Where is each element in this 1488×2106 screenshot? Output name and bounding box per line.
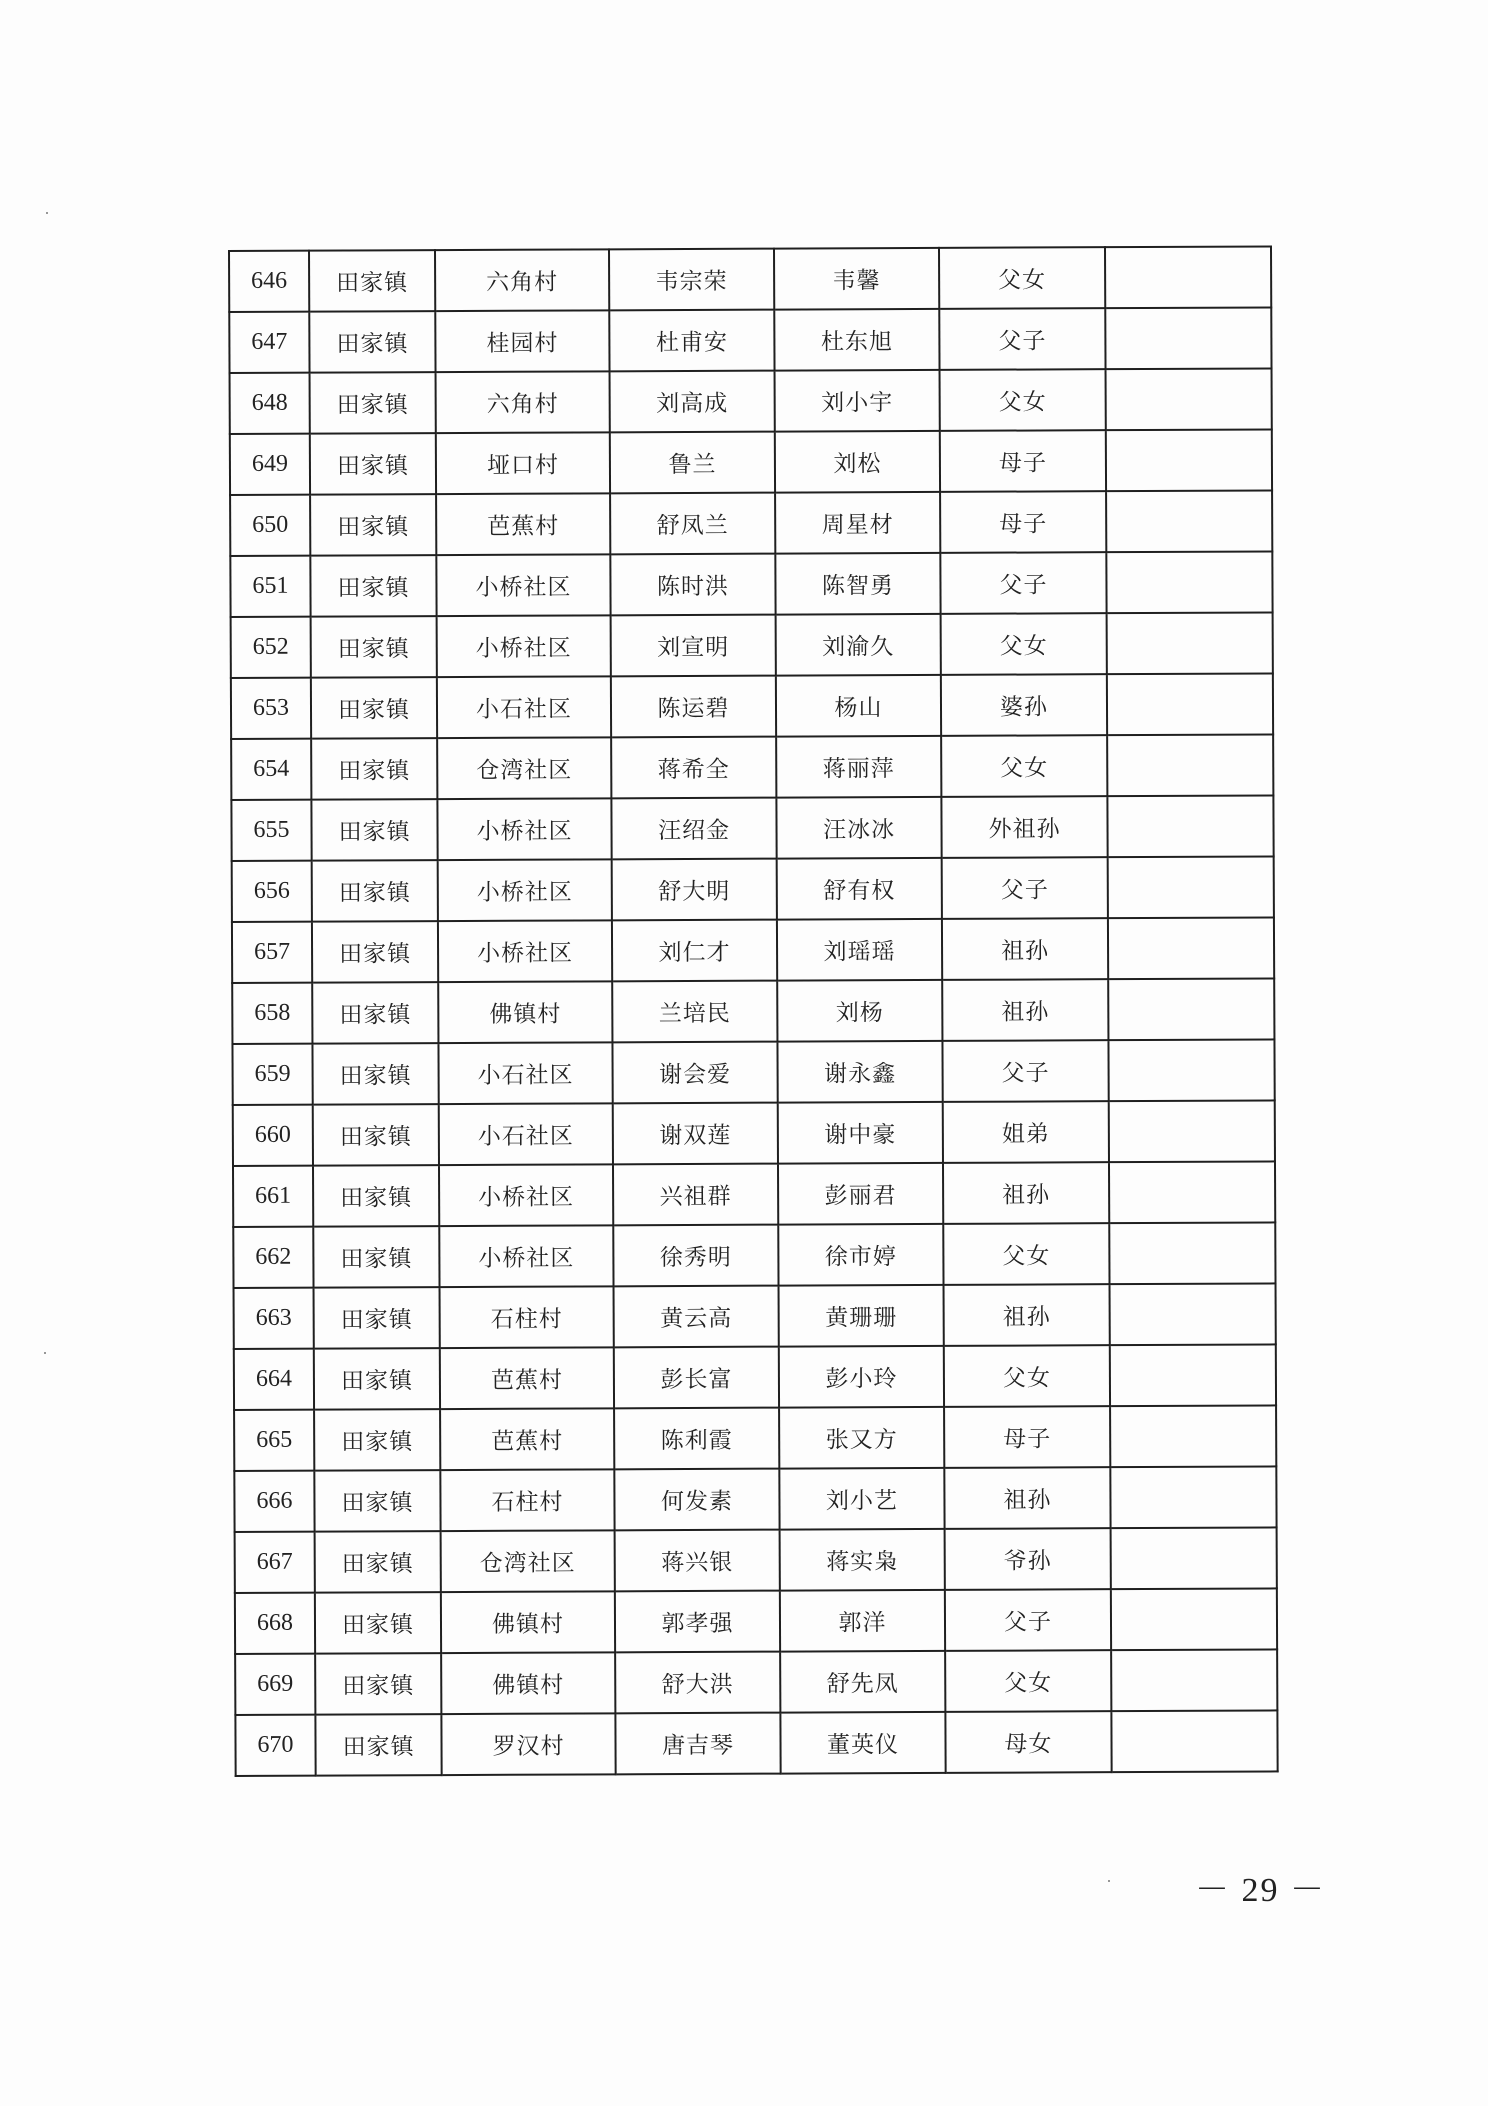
- cell-town: 田家镇: [315, 1714, 441, 1776]
- cell-note: [1105, 307, 1271, 369]
- table-row: [235, 1710, 1277, 1776]
- cell-name-b: 杜东旭: [774, 309, 939, 371]
- cell-no: 662: [233, 1227, 313, 1288]
- cell-name-a: 舒大洪: [615, 1652, 780, 1714]
- cell-name-a: 舒凤兰: [610, 493, 775, 555]
- cell-no: 651: [230, 556, 310, 617]
- cell-relation: 祖孙: [944, 1467, 1110, 1529]
- cell-village: 石柱村: [440, 1469, 614, 1531]
- cell-no: 659: [232, 1044, 312, 1105]
- cell-village: 仓湾社区: [437, 737, 611, 799]
- cell-town: 田家镇: [314, 1470, 440, 1532]
- cell-note: [1111, 1649, 1277, 1711]
- cell-relation: 祖孙: [944, 1284, 1110, 1346]
- table-row: [230, 368, 1272, 434]
- cell-no: 646: [229, 251, 309, 312]
- cell-name-b: 张又方: [779, 1407, 944, 1469]
- cell-name-a: 何发素: [614, 1469, 779, 1531]
- page-number: － 29 －: [1195, 1872, 1326, 1909]
- cell-village: 小桥社区: [436, 554, 610, 616]
- table-row: [231, 673, 1273, 739]
- cell-no: 656: [232, 861, 312, 922]
- cell-village: 小桥社区: [439, 1225, 613, 1287]
- cell-relation: 父女: [940, 369, 1106, 431]
- cell-village: 小石社区: [437, 676, 611, 738]
- cell-name-b: 舒先凤: [780, 1651, 945, 1713]
- cell-village: 小石社区: [438, 1042, 612, 1104]
- cell-town: 田家镇: [315, 1653, 441, 1715]
- cell-name-b: 谢永鑫: [777, 1041, 942, 1103]
- cell-relation: 祖孙: [943, 1162, 1109, 1224]
- cell-town: 田家镇: [310, 372, 436, 434]
- cell-name-a: 唐吉琴: [615, 1713, 780, 1775]
- cell-relation: 父女: [943, 1223, 1109, 1285]
- cell-note: [1111, 1527, 1277, 1589]
- cell-name-a: 刘宣明: [611, 615, 776, 677]
- cell-note: [1108, 856, 1274, 918]
- cell-no: 648: [230, 373, 310, 434]
- cell-village: 垭口村: [436, 432, 610, 494]
- cell-name-a: 兰培民: [612, 981, 777, 1043]
- cell-name-b: 舒有权: [777, 858, 942, 920]
- cell-note: [1106, 368, 1272, 430]
- cell-note: [1107, 734, 1273, 796]
- cell-village: 桂园村: [435, 310, 609, 372]
- cell-note: [1108, 1039, 1274, 1101]
- cell-name-a: 蒋兴银: [615, 1530, 780, 1592]
- cell-name-b: 杨山: [776, 675, 941, 737]
- cell-relation: 母子: [940, 491, 1106, 553]
- cell-relation: 父女: [945, 1650, 1111, 1712]
- cell-name-b: 董英仪: [780, 1712, 945, 1774]
- cell-town: 田家镇: [311, 677, 437, 739]
- cell-name-a: 谢双莲: [613, 1103, 778, 1165]
- cell-town: 田家镇: [312, 860, 438, 922]
- cell-name-a: 刘高成: [610, 371, 775, 433]
- cell-name-a: 彭长富: [614, 1347, 779, 1409]
- cell-relation: 父子: [945, 1589, 1111, 1651]
- cell-no: 658: [232, 983, 312, 1044]
- table-row: [233, 1161, 1275, 1227]
- cell-name-a: 陈时洪: [610, 554, 775, 616]
- cell-name-b: 彭丽君: [778, 1163, 943, 1225]
- cell-name-b: 蒋实枭: [780, 1529, 945, 1591]
- cell-name-b: 刘小艺: [779, 1468, 944, 1530]
- cell-town: 田家镇: [313, 1226, 439, 1288]
- cell-village: 小桥社区: [438, 920, 612, 982]
- cell-village: 小桥社区: [439, 1164, 613, 1226]
- cell-town: 田家镇: [313, 1165, 439, 1227]
- cell-name-a: 舒大明: [612, 859, 777, 921]
- cell-village: 小桥社区: [437, 798, 611, 860]
- cell-name-a: 陈利霞: [614, 1408, 779, 1470]
- cell-no: 661: [233, 1166, 313, 1227]
- scan-speck: [46, 212, 48, 214]
- cell-no: 664: [234, 1349, 314, 1410]
- table-row: [234, 1466, 1276, 1532]
- cell-relation: 父女: [941, 735, 1107, 797]
- cell-village: 佛镇村: [441, 1591, 615, 1653]
- scan-speck: [1108, 1880, 1110, 1882]
- cell-relation: 爷孙: [945, 1528, 1111, 1590]
- cell-relation: 祖孙: [942, 918, 1108, 980]
- cell-town: 田家镇: [311, 738, 437, 800]
- cell-note: [1109, 1100, 1275, 1162]
- cell-village: 芭蕉村: [440, 1347, 614, 1409]
- cell-name-b: 徐市婷: [778, 1224, 943, 1286]
- table-row: [229, 307, 1271, 373]
- roster-table: [228, 245, 1279, 1777]
- cell-note: [1108, 917, 1274, 979]
- table-row: [235, 1527, 1277, 1593]
- table-row: [235, 1649, 1277, 1715]
- cell-no: 650: [230, 495, 310, 556]
- table-row: [230, 429, 1272, 495]
- table-row: [230, 490, 1272, 556]
- cell-town: 田家镇: [310, 433, 436, 495]
- cell-relation: 父女: [941, 613, 1107, 675]
- cell-note: [1107, 795, 1273, 857]
- cell-no: 652: [231, 617, 311, 678]
- cell-name-b: 刘瑶瑶: [777, 919, 942, 981]
- cell-village: 六角村: [436, 371, 610, 433]
- cell-relation: 父子: [942, 857, 1108, 919]
- table-row: [234, 1405, 1276, 1471]
- cell-village: 芭蕉村: [436, 493, 610, 555]
- cell-name-a: 徐秀明: [613, 1225, 778, 1287]
- cell-name-a: 郭孝强: [615, 1591, 780, 1653]
- cell-relation: 母子: [940, 430, 1106, 492]
- cell-relation: 祖孙: [942, 979, 1108, 1041]
- cell-name-b: 刘小宇: [775, 370, 940, 432]
- cell-name-b: 汪冰冰: [776, 797, 941, 859]
- cell-note: [1106, 551, 1272, 613]
- cell-no: 665: [234, 1410, 314, 1471]
- cell-relation: 父子: [942, 1040, 1108, 1102]
- cell-no: 667: [235, 1532, 315, 1593]
- table-row: [231, 795, 1273, 861]
- cell-name-b: 刘渝久: [776, 614, 941, 676]
- table-row: [230, 551, 1272, 617]
- cell-town: 田家镇: [310, 494, 436, 556]
- cell-village: 罗汉村: [441, 1713, 615, 1775]
- cell-town: 田家镇: [312, 982, 438, 1044]
- cell-name-b: 周星材: [775, 492, 940, 554]
- cell-name-a: 陈运碧: [611, 676, 776, 738]
- cell-no: 669: [235, 1654, 315, 1715]
- cell-name-a: 韦宗荣: [609, 249, 774, 311]
- cell-town: 田家镇: [314, 1409, 440, 1471]
- cell-note: [1107, 673, 1273, 735]
- cell-town: 田家镇: [313, 1104, 439, 1166]
- cell-relation: 外祖孙: [941, 796, 1107, 858]
- cell-note: [1106, 429, 1272, 491]
- cell-village: 佛镇村: [438, 981, 612, 1043]
- roster-table-body: [229, 246, 1278, 1776]
- cell-no: 668: [235, 1593, 315, 1654]
- table-row: [231, 734, 1273, 800]
- cell-name-b: 彭小玲: [779, 1346, 944, 1408]
- cell-note: [1108, 978, 1274, 1040]
- cell-note: [1110, 1283, 1276, 1345]
- cell-name-a: 刘仁才: [612, 920, 777, 982]
- cell-town: 田家镇: [311, 616, 437, 678]
- cell-no: 660: [233, 1105, 313, 1166]
- table-row: [235, 1588, 1277, 1654]
- cell-village: 小石社区: [439, 1103, 613, 1165]
- cell-town: 田家镇: [309, 250, 435, 312]
- cell-relation: 父子: [940, 552, 1106, 614]
- cell-name-a: 鲁兰: [610, 432, 775, 494]
- cell-no: 655: [231, 800, 311, 861]
- cell-village: 佛镇村: [441, 1652, 615, 1714]
- cell-village: 仓湾社区: [441, 1530, 615, 1592]
- table-row: [232, 1039, 1274, 1105]
- cell-name-a: 黄云高: [614, 1286, 779, 1348]
- cell-note: [1110, 1405, 1276, 1467]
- cell-no: 654: [231, 739, 311, 800]
- cell-relation: 姐弟: [943, 1101, 1109, 1163]
- cell-no: 647: [229, 312, 309, 373]
- cell-name-b: 刘松: [775, 431, 940, 493]
- cell-note: [1109, 1222, 1275, 1284]
- cell-name-a: 汪绍金: [611, 798, 776, 860]
- cell-town: 田家镇: [314, 1287, 440, 1349]
- cell-relation: 婆孙: [941, 674, 1107, 736]
- cell-relation: 父女: [939, 247, 1105, 309]
- table-row: [231, 612, 1273, 678]
- cell-name-b: 韦馨: [774, 248, 939, 310]
- cell-name-a: 兴祖群: [613, 1164, 778, 1226]
- cell-note: [1106, 490, 1272, 552]
- cell-name-b: 黄珊珊: [779, 1285, 944, 1347]
- cell-relation: 父子: [939, 308, 1105, 370]
- cell-town: 田家镇: [315, 1592, 441, 1654]
- cell-note: [1110, 1466, 1276, 1528]
- table-row: [233, 1100, 1275, 1166]
- cell-town: 田家镇: [310, 555, 436, 617]
- cell-no: 670: [235, 1715, 315, 1776]
- table-row: [234, 1283, 1276, 1349]
- cell-no: 663: [234, 1288, 314, 1349]
- cell-village: 小桥社区: [437, 615, 611, 677]
- cell-note: [1107, 612, 1273, 674]
- cell-town: 田家镇: [314, 1348, 440, 1410]
- table-row: [232, 856, 1274, 922]
- cell-town: 田家镇: [311, 799, 437, 861]
- cell-name-a: 谢会爱: [612, 1042, 777, 1104]
- cell-relation: 母女: [945, 1711, 1111, 1773]
- cell-name-b: 陈智勇: [775, 553, 940, 615]
- table-row: [232, 917, 1274, 983]
- cell-town: 田家镇: [312, 1043, 438, 1105]
- cell-note: [1111, 1588, 1277, 1650]
- cell-relation: 父女: [944, 1345, 1110, 1407]
- cell-name-b: 蒋丽萍: [776, 736, 941, 798]
- table-row: [233, 1222, 1275, 1288]
- cell-name-b: 刘杨: [777, 980, 942, 1042]
- cell-village: 六角村: [435, 249, 609, 311]
- cell-name-a: 杜甫安: [609, 310, 774, 372]
- cell-no: 649: [230, 434, 310, 495]
- cell-note: [1109, 1161, 1275, 1223]
- cell-village: 小桥社区: [438, 859, 612, 921]
- scan-speck: [44, 1352, 46, 1354]
- cell-note: [1105, 246, 1271, 308]
- cell-village: 芭蕉村: [440, 1408, 614, 1470]
- cell-name-a: 蒋希全: [611, 737, 776, 799]
- cell-name-b: 谢中豪: [778, 1102, 943, 1164]
- table-row: [229, 246, 1271, 312]
- cell-note: [1111, 1710, 1277, 1772]
- cell-note: [1110, 1344, 1276, 1406]
- cell-name-b: 郭洋: [780, 1590, 945, 1652]
- cell-town: 田家镇: [312, 921, 438, 983]
- cell-no: 666: [234, 1471, 314, 1532]
- cell-village: 石柱村: [440, 1286, 614, 1348]
- cell-town: 田家镇: [309, 311, 435, 373]
- table-row: [234, 1344, 1276, 1410]
- cell-no: 657: [232, 922, 312, 983]
- table-row: [232, 978, 1274, 1044]
- cell-no: 653: [231, 678, 311, 739]
- cell-town: 田家镇: [315, 1531, 441, 1593]
- cell-relation: 母子: [944, 1406, 1110, 1468]
